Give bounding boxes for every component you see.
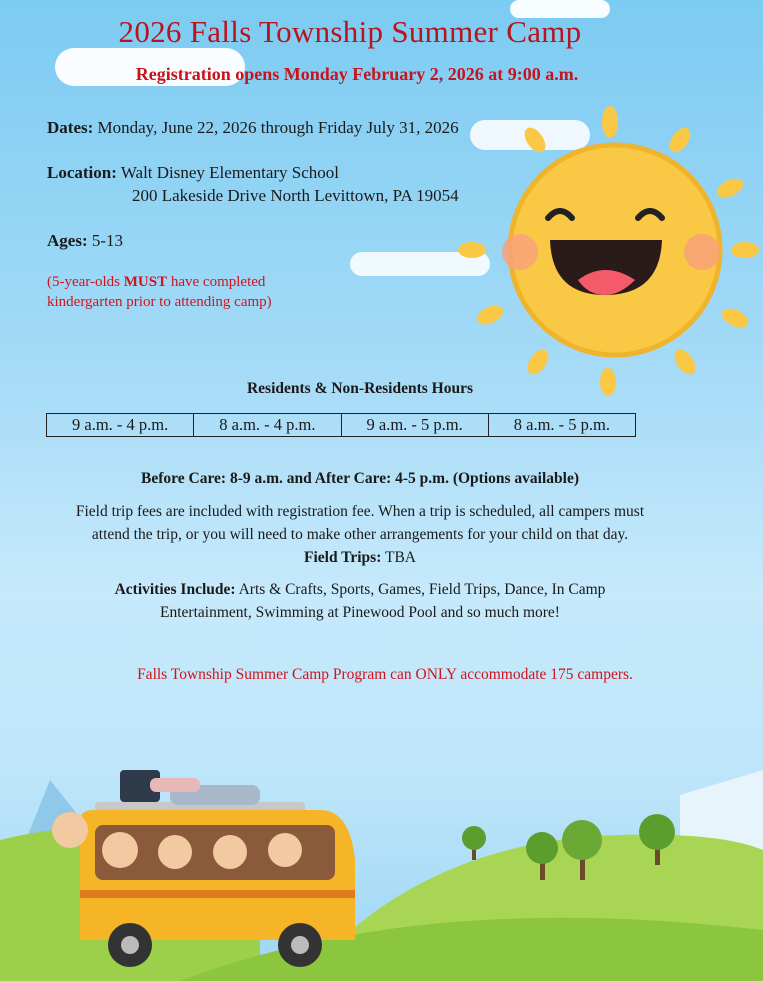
dates-value: Monday, June 22, 2026 through Friday July 31, 2026 bbox=[93, 118, 459, 137]
ages-value: 5-13 bbox=[87, 231, 124, 250]
hours-title: Residents & Non-Residents Hours bbox=[246, 380, 474, 397]
field-trip-line1: Field trip fees are included with registration fee. When a trip is scheduled, all campers must bbox=[75, 503, 645, 520]
field-trip-section bbox=[20, 500, 700, 569]
ages-label: Ages: bbox=[47, 231, 88, 250]
table-row bbox=[47, 414, 636, 437]
ages-note: (5-year-olds MUST have completed kindergarten prior to attending camp) bbox=[47, 274, 272, 310]
care-hours: Before Care: 8-9 a.m. and After Care: 4-5 p.m. (Options available) bbox=[141, 470, 579, 487]
activities-label: Activities Include: bbox=[114, 581, 236, 598]
field-trips-row bbox=[20, 546, 700, 569]
field-trips-label: Field Trips: bbox=[304, 549, 382, 566]
location-line1: Walt Disney Elementary School bbox=[116, 163, 339, 182]
hours-cell: 8 a.m. - 5 p.m. bbox=[488, 414, 635, 437]
field-trips-value: TBA bbox=[381, 549, 416, 566]
hours-table bbox=[46, 413, 636, 437]
capacity-note: Falls Township Summer Camp Program can ONLY accommodate 175 campers. bbox=[137, 666, 633, 683]
registration-date: Registration opens Monday February 2, 2026 at 9:00 a.m. bbox=[135, 64, 579, 84]
page-title: 2026 Falls Township Summer Camp bbox=[118, 14, 582, 49]
location-label: Location: bbox=[47, 163, 117, 182]
must-emphasis: MUST bbox=[123, 274, 168, 290]
school-bus bbox=[52, 770, 355, 967]
hours-cell: 9 a.m. - 5 p.m. bbox=[341, 414, 488, 437]
hours-cell: 9 a.m. - 4 p.m. bbox=[47, 414, 194, 437]
location-row bbox=[47, 163, 339, 183]
activities-line2: Entertainment, Swimming at Pinewood Pool and so much more! bbox=[160, 604, 560, 621]
landscape-illustration bbox=[0, 740, 763, 981]
dates-label: Dates: bbox=[47, 118, 94, 137]
dates-row bbox=[47, 118, 459, 138]
activities-line1: Arts & Crafts, Sports, Games, Field Trips, Dance, In Camp bbox=[235, 581, 606, 598]
field-trip-line2: attend the trip, or you will need to make other arrangements for your child on that day. bbox=[91, 526, 629, 543]
sun-illustration bbox=[440, 100, 763, 400]
location-line2: 200 Lakeside Drive North Levittown, PA 19054 bbox=[132, 186, 459, 205]
hours-cell: 8 a.m. - 4 p.m. bbox=[194, 414, 341, 437]
activities-section bbox=[20, 578, 700, 624]
ages-row bbox=[47, 231, 123, 251]
